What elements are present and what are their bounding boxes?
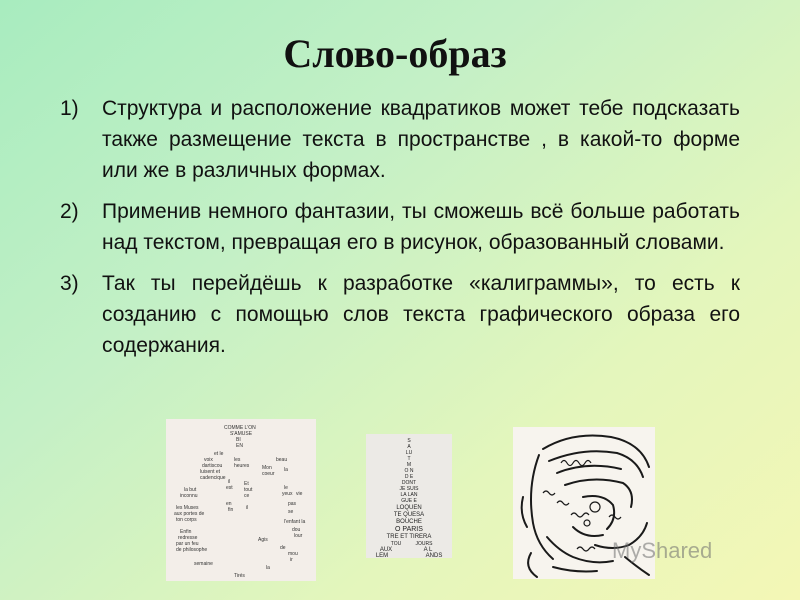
svg-text:fin: fin bbox=[228, 507, 234, 513]
svg-text:dou: dou bbox=[292, 527, 301, 533]
svg-text:ir: ir bbox=[290, 557, 293, 563]
calligram-1-graphic bbox=[166, 419, 316, 581]
svg-text:et le: et le bbox=[214, 451, 224, 457]
svg-text:en: en bbox=[226, 501, 232, 507]
svg-text:luisent et: luisent et bbox=[200, 469, 221, 475]
svg-text:redresse: redresse bbox=[178, 535, 198, 541]
svg-text:BI: BI bbox=[236, 437, 241, 443]
list-item bbox=[60, 93, 740, 186]
svg-text:GUE E: GUE E bbox=[401, 498, 417, 504]
svg-text:ce: ce bbox=[244, 493, 250, 499]
svg-text:ton corps: ton corps bbox=[176, 517, 197, 523]
svg-text:T: T bbox=[407, 456, 411, 462]
svg-text:les: les bbox=[234, 457, 241, 463]
svg-text:le: le bbox=[284, 485, 288, 491]
svg-text:EN: EN bbox=[236, 443, 243, 449]
svg-text:de philosophe: de philosophe bbox=[176, 547, 208, 553]
watermark-logo: MyShared bbox=[612, 538, 713, 563]
svg-text:LU: LU bbox=[405, 450, 413, 456]
svg-text:JOURS: JOURS bbox=[415, 541, 433, 547]
list-item bbox=[60, 196, 740, 258]
svg-text:D E: D E bbox=[404, 474, 414, 480]
svg-text:les Muses: les Muses bbox=[176, 505, 199, 511]
svg-text:lour: lour bbox=[294, 533, 303, 539]
svg-text:TE QUESA: TE QUESA bbox=[393, 512, 425, 518]
svg-text:mou: mou bbox=[288, 551, 298, 557]
list-item bbox=[60, 268, 740, 361]
content-list bbox=[60, 93, 740, 371]
list-item-text: Структура и расположение квадратиков может тебе подсказать также размещение текста в пространстве , в какой-то форме или же в различных формах. bbox=[102, 97, 740, 182]
svg-text:tout: tout bbox=[244, 487, 253, 493]
svg-text:il: il bbox=[246, 505, 249, 511]
svg-text:A: A bbox=[407, 444, 411, 450]
calligram-image-2 bbox=[366, 434, 452, 558]
svg-text:coeur: coeur bbox=[262, 471, 275, 477]
svg-text:O N: O N bbox=[404, 468, 414, 474]
svg-text:vie: vie bbox=[296, 491, 303, 497]
list-item-text: Так ты перейдёшь к разработке «калиграммы», то есть к созданию с помощью слов текста графического образа его содержания. bbox=[102, 272, 740, 357]
svg-text:de: de bbox=[280, 545, 286, 551]
svg-text:S: S bbox=[407, 438, 411, 444]
svg-text:ANDS: ANDS bbox=[425, 553, 443, 558]
svg-text:beau: beau bbox=[276, 457, 288, 463]
calligram-2-graphic bbox=[366, 434, 452, 558]
svg-text:il: il bbox=[228, 479, 231, 485]
svg-text:Et: Et bbox=[244, 481, 249, 487]
svg-text:se: se bbox=[288, 509, 294, 515]
svg-text:A L: A L bbox=[423, 547, 433, 553]
svg-text:Tirés: Tirés bbox=[234, 573, 245, 579]
svg-text:Agis: Agis bbox=[258, 537, 268, 543]
svg-text:COMME L'ON: COMME L'ON bbox=[224, 425, 256, 431]
svg-text:cadencique: cadencique bbox=[200, 475, 226, 481]
svg-text:DONT: DONT bbox=[401, 480, 417, 486]
list-item-number: 1) bbox=[60, 97, 79, 120]
svg-text:M: M bbox=[406, 462, 412, 468]
svg-text:dartiscou: dartiscou bbox=[202, 463, 223, 469]
svg-text:la: la bbox=[266, 565, 270, 571]
svg-text:est: est bbox=[226, 485, 233, 491]
svg-text:TOU: TOU bbox=[390, 541, 402, 547]
svg-text:S'AMUSE: S'AMUSE bbox=[230, 431, 253, 437]
svg-text:la: la bbox=[284, 467, 288, 473]
svg-text:yeux: yeux bbox=[282, 491, 293, 497]
svg-text:BOUCHE: BOUCHE bbox=[396, 519, 422, 525]
svg-text:TRE ET TIRERA: TRE ET TIRERA bbox=[386, 534, 432, 540]
svg-text:LA LAN: LA LAN bbox=[400, 492, 418, 498]
svg-text:AUX: AUX bbox=[379, 547, 393, 553]
svg-text:O PARIS: O PARIS bbox=[395, 526, 423, 533]
svg-text:l'enfant la: l'enfant la bbox=[284, 519, 306, 525]
svg-text:par un feu: par un feu bbox=[176, 541, 199, 547]
svg-text:aux portes de: aux portes de bbox=[174, 511, 205, 517]
svg-text:JE SUIS: JE SUIS bbox=[399, 486, 419, 492]
svg-text:Mon: Mon bbox=[262, 465, 272, 471]
svg-text:Enfin: Enfin bbox=[180, 529, 192, 535]
slide-title: Слово-образ bbox=[283, 31, 507, 76]
svg-text:inconnu: inconnu bbox=[180, 493, 198, 499]
list-item-number: 3) bbox=[60, 272, 79, 295]
svg-text:LEM: LEM bbox=[375, 553, 389, 558]
list-item-text: Применив немного фантазии, ты сможешь всё больше работать над текстом, превращая его в рисунок, образованный словами. bbox=[102, 200, 740, 254]
svg-text:voix: voix bbox=[204, 457, 213, 463]
calligram-image-1 bbox=[166, 419, 316, 581]
svg-text:la but: la but bbox=[184, 487, 197, 493]
list-item-number: 2) bbox=[60, 200, 79, 223]
svg-text:pas: pas bbox=[288, 501, 297, 507]
svg-text:LOQUEN: LOQUEN bbox=[396, 505, 422, 511]
svg-text:semaine: semaine bbox=[194, 561, 213, 567]
svg-text:heures: heures bbox=[234, 463, 250, 469]
